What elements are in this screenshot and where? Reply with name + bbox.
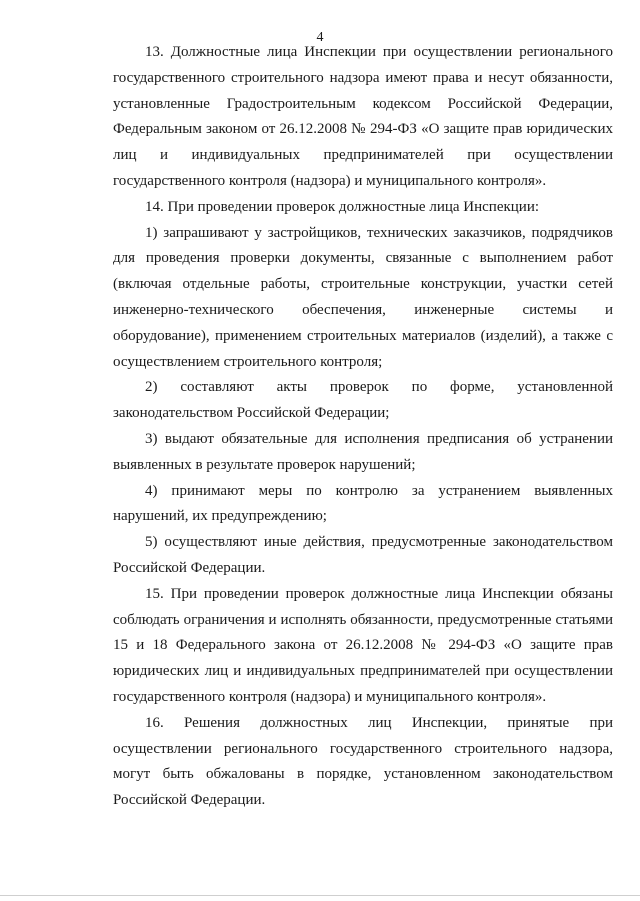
paragraph-13: 13. Должностные лица Инспекции при осуществлении регионального государственного строительного надзора имеют права и несут обязанности, установленные Градостроительным кодексом Российской Федерации, Федеральным законом от 26.12.2008 № 294-ФЗ «О защите прав юридических лиц и индивидуальных предпринимателей при осуществлении государственного контроля (надзора) и муниципального контроля». [113, 44, 613, 189]
list-item-3: 3) выдают обязательные для исполнения предписания об устранении выявленных в результате проверок нарушений; [113, 430, 613, 473]
list-item-5: 5) осуществляют иные действия, предусмотренные законодательством Российской Федерации. [113, 534, 613, 576]
page-number: 4 [316, 30, 324, 45]
document-body [113, 40, 613, 814]
paragraph-14: 14. При проведении проверок должностные лица Инспекции: [145, 198, 540, 215]
paragraph-16: 16. Решения должностных лиц Инспекции, принятые при осуществлении регионального государственного строительного надзора, могут быть обжалованы в порядке, установленном законодательством Российской Федерации. [113, 714, 613, 809]
list-item-4: 4) принимают меры по контролю за устранением выявленных нарушений, их предупреждению; [113, 482, 613, 525]
paragraph-15: 15. При проведении проверок должностные лица Инспекции обязаны соблюдать ограничения и исполнять обязанности, предусмотренные статьями 15 и 18 Федерального закона от 26.12.2008 № 294-ФЗ «О защите прав юридических лиц и индивидуальных предпринимателей при осуществлении государственного контроля (надзора) и муниципального контроля». [113, 585, 613, 705]
scan-edge-line [0, 895, 640, 896]
list-item-2: 2) составляют акты проверок по форме, установленной законодательством Российской Федерации; [113, 379, 613, 422]
list-item-1: 1) запрашивают у застройщиков, технических заказчиков, подрядчиков для проведения проверки документы, связанные с выполнением работ (включая отдельные работы, строительные конструкции, участки сетей инженерно-технического обеспечения, инженерные системы и оборудование), применением строительных материалов (изделий), а также с осуществлением строительного контроля; [113, 224, 613, 370]
